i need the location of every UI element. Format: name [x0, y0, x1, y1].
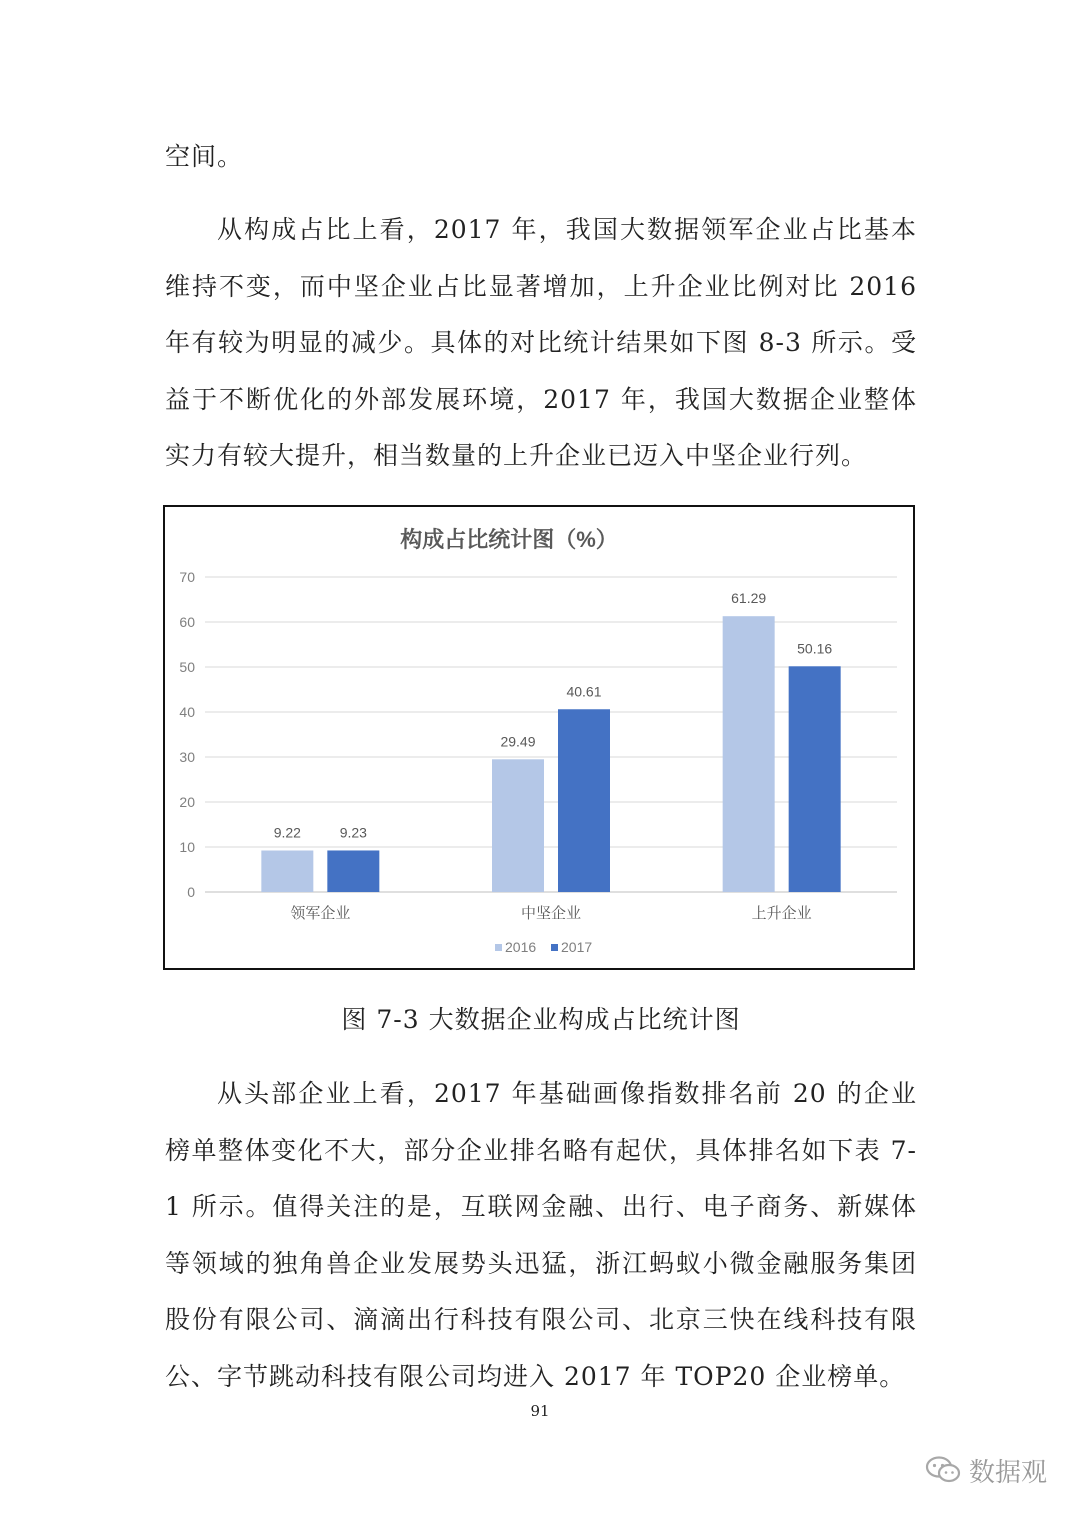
y-tick-label: 20 [179, 794, 195, 810]
figure-caption: 图 7-3 大数据企业构成占比统计图 [341, 1005, 741, 1034]
composition-bar-chart [165, 507, 913, 968]
paragraph-composition: 从构成占比上看，2017 年，我国大数据领军企业占比基本维持不变，而中坚企业占比显著增加，上升企业比例对比 2016 年有较为明显的减少。具体的对比统计结果如下图 8-3 所示。受益于不断优化的外部发展环境，2017 年，我国大数据企业整体实力有较大提升，相当数量的上升企业已迈入中坚企业行列。 [165, 215, 917, 470]
data-label: 61.29 [731, 590, 767, 607]
bar-2016 [492, 759, 544, 892]
bar-2016 [723, 616, 775, 892]
bar-2016 [261, 851, 313, 892]
y-tick-label: 40 [179, 704, 195, 720]
bar-chart-frame [163, 505, 915, 970]
paragraph-top-companies: 从头部企业上看，2017 年基础画像指数排名前 20 的企业榜单整体变化不大，部分企业排名略有起伏，具体排名如下表 7-1 所示。值得关注的是，互联网金融、出行、电子商务、新媒体等领域的独角兽企业发展势头迅猛，浙江蚂蚁小微金融服务集团股份有限公司、滴滴出行科技有限公司、北京三快在线科技有限公、字节跳动科技有限公司均进入 2017 年 TOP20 企业榜单。 [165, 1079, 917, 1391]
data-label: 9.23 [339, 824, 367, 841]
wechat-chat-bubble-icon [925, 1455, 961, 1485]
paragraph-intro-tail: 空间。 [165, 142, 244, 171]
watermark [925, 1450, 1047, 1490]
y-tick-label: 60 [179, 614, 195, 630]
chart-title: 构成占比统计图（%） [400, 527, 618, 552]
data-label: 9.22 [273, 824, 301, 841]
bar-2017 [327, 850, 379, 892]
legend-swatch [495, 944, 502, 951]
y-tick-label: 0 [187, 884, 195, 900]
legend-label: 2017 [561, 939, 593, 955]
x-category-label: 中坚企业 [520, 905, 582, 922]
y-tick-label: 50 [179, 659, 195, 675]
y-tick-label: 70 [179, 569, 195, 585]
data-label: 29.49 [500, 733, 536, 750]
x-category-label: 上升企业 [751, 905, 812, 922]
y-tick-label: 30 [179, 749, 195, 765]
legend-label: 2016 [505, 939, 537, 955]
data-label: 40.61 [566, 683, 602, 700]
legend-swatch [551, 944, 558, 951]
y-tick-label: 10 [179, 839, 195, 855]
bar-2017 [789, 666, 841, 892]
watermark-text: 数据观 [969, 1457, 1048, 1488]
bar-2017 [558, 709, 610, 892]
data-label: 50.16 [797, 640, 833, 657]
x-category-label: 领军企业 [290, 905, 351, 922]
page-number: 91 [530, 1402, 550, 1420]
